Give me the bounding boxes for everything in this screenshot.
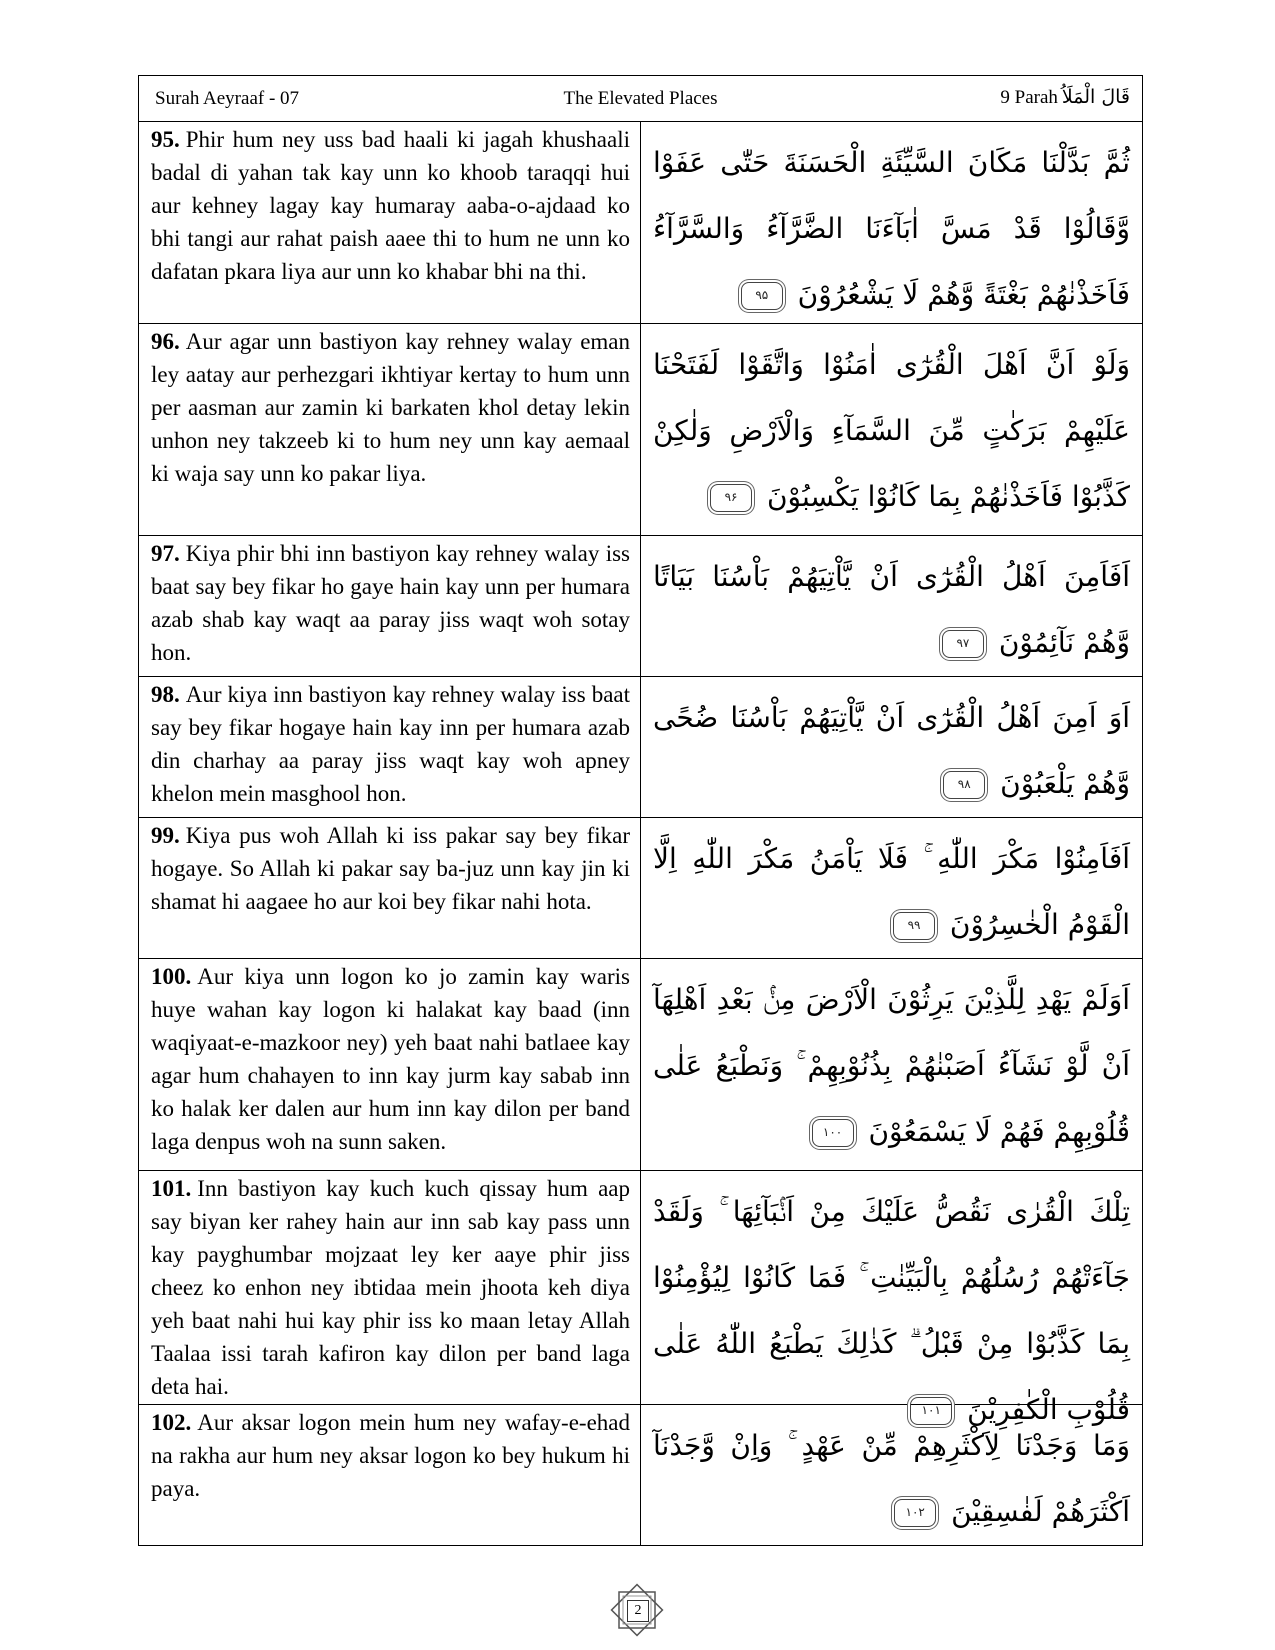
verse-row — [139, 122, 1142, 324]
arabic-cell — [641, 818, 1142, 958]
verse-number: 99. — [151, 823, 180, 848]
verse-number: 102. — [151, 1410, 192, 1435]
verse-row — [139, 677, 1142, 818]
ayah-end-marker: ۹۵ — [741, 282, 783, 310]
page-number: 2 — [627, 1600, 649, 1622]
arabic-cell — [641, 959, 1142, 1170]
parah-arabic-name: قَالَ الْمَلَاُ — [1061, 86, 1130, 108]
arabic-cell — [641, 122, 1142, 323]
page-header — [139, 76, 1142, 122]
translation-cell — [139, 677, 641, 817]
verse-table — [138, 75, 1143, 1546]
verse-number: 100. — [151, 964, 192, 989]
page-number-ornament — [607, 1580, 667, 1640]
arabic-text: وَلَوْ اَنَّ اَهْلَ الْقُرٰٓى اٰمَنُوْا وَاتَّقَوْا لَفَتَحْنَا عَلَيْهِمْ بَرَكٰتٍ مِّنَ السَّمَآءِ وَالْاَرْضِ وَلٰكِنْ كَذَّبُوْا فَاَخَذْنٰهُمْ بِمَا كَانُوْا يَكْسِبُوْنَ — [653, 348, 1130, 513]
verse-number: 97. — [151, 541, 180, 566]
translation-text: Aur agar unn bastiyon kay rehney walay eman ley aatay aur perhezgari ikhtiyar kertay to hum unn per aasman aur zamin ki barkaten khol detay lekin unhon ney takzeeb ki to hum ney unn kay aemaal ki waja say unn ko pakar liya. — [151, 329, 630, 486]
translation-text: Kiya phir bhi inn bastiyon kay rehney walay iss baat say bey fikar ho gaye hain kay unn per humara azab shab kay waqt aa paray jiss waqt woh sotay hon. — [151, 541, 630, 665]
parah-number: 9 Parah — [1000, 87, 1058, 108]
ayah-end-marker: ۹۸ — [943, 771, 985, 799]
arabic-text: اَفَاَمِنُوْا مَكْرَ اللّٰهِ ۚ فَلَا يَاْمَنُ مَكْرَ اللّٰهِ اِلَّا الْقَوْمُ الْخٰسِرُوْنَ — [653, 842, 1130, 941]
translation-cell — [139, 536, 641, 676]
translation-cell — [139, 122, 641, 323]
translation-cell — [139, 818, 641, 958]
verse-row — [139, 1405, 1142, 1545]
verse-row — [139, 818, 1142, 959]
verse-number: 101. — [151, 1176, 192, 1201]
verse-row — [139, 959, 1142, 1171]
translation-text: Aur kiya inn bastiyon kay rehney walay iss baat say bey fikar hogaye hain kay inn per humara azab din charhay aa paray jiss waqt kay woh apney khelon mein masghool hon. — [151, 682, 630, 806]
arabic-cell — [641, 1171, 1142, 1426]
arabic-cell — [641, 1405, 1142, 1545]
ayah-end-marker: ۱۰۱ — [910, 1397, 952, 1425]
verse-number: 96. — [151, 329, 180, 354]
verse-number: 98. — [151, 682, 180, 707]
ayah-end-marker: ۹۷ — [942, 630, 984, 658]
translation-text: Inn bastiyon kay kuch kuch qissay hum aap say biyan ker rahey hain aur inn sab kay pass unn kay payghumbar mojzaat ley ker aaye phir jiss cheez ko enhon ney ibtidaa mein jhoota keh diya yeh baat nahi hui kay phir iss ko maan letay Allah Taalaa issi tarah kafiron kay dilon per band laga deta hai. — [151, 1176, 630, 1399]
arabic-text: تِلْكَ الْقُرٰى نَقُصُّ عَلَيْكَ مِنْ اَنْۢبَآئِهَا ۚ وَلَقَدْ جَآءَتْهُمْ رُسُلُهُمْ بِالْبَيِّنٰتِ ۚ فَمَا كَانُوْا لِيُؤْمِنُوْا بِمَا كَذَّبُوْا مِنْ قَبْلُ ۗ كَذٰلِكَ يَطْبَعُ اللّٰهُ عَلٰى قُلُوْبِ الْكٰفِرِيْنَ — [653, 1195, 1130, 1426]
arabic-text: اَوَ اَمِنَ اَهْلُ الْقُرٰٓى اَنْ يَّاْتِيَهُمْ بَاْسُنَا ضُحًى وَّهُمْ يَلْعَبُوْنَ — [653, 701, 1130, 800]
ayah-end-marker: ۱۰۰ — [812, 1119, 854, 1147]
translation-cell — [139, 1405, 641, 1545]
translation-cell — [139, 1171, 641, 1404]
translation-text: Phir hum ney uss bad haali ki jagah khushaali badal di yahan tak kay unn ko khoob taraqqi hui aur kehney lagay kay humaray aaba-o-ajdaad ko bhi tangi aur rahat paish aaee thi to hum ne unn ko dafatan pkara liya aur unn ko khabar bhi na thi. — [151, 127, 630, 284]
parah-label — [1000, 86, 1130, 109]
translation-text: Aur kiya unn logon ko jo zamin kay waris huye wahan kay logon ki halakat kay baad (inn waqiyaat-e-mazkoor ney) yeh baat nahi batlaee kay agar hum chahayen to inn kay jurm kay sabab inn ko halak ker dalen aur hum inn kay dilon per band laga denpus woh na sunn saken. — [151, 964, 630, 1154]
arabic-text: اَوَلَمْ يَهْدِ لِلَّذِيْنَ يَرِثُوْنَ الْاَرْضَ مِنْۢ بَعْدِ اَهْلِهَآ اَنْ لَّوْ نَشَآءُ اَصَبْنٰهُمْ بِذُنُوْبِهِمْ ۚ وَنَطْبَعُ عَلٰى قُلُوْبِهِمْ فَهُمْ لَا يَسْمَعُوْنَ — [653, 983, 1130, 1148]
arabic-cell — [641, 536, 1142, 676]
ayah-end-marker: ۹۹ — [893, 912, 935, 940]
surah-name: Surah Aeyraaf - 07 — [155, 88, 300, 109]
translation-cell — [139, 324, 641, 535]
translation-text: Aur aksar logon mein hum ney wafay-e-ehad na rakha aur hum ney aksar logon ko bey hukum hi paya. — [151, 1410, 630, 1501]
verse-row — [139, 536, 1142, 677]
arabic-text: ثُمَّ بَدَّلْنَا مَكَانَ السَّيِّئَةِ الْحَسَنَةَ حَتّٰى عَفَوْا وَّقَالُوْا قَدْ مَسَّ اٰبَآءَنَا الضَّرَّآءُ وَالسَّرَّآءُ فَاَخَذْنٰهُمْ بَغْتَةً وَّهُمْ لَا يَشْعُرُوْنَ — [653, 146, 1130, 311]
ayah-end-marker: ۱۰۲ — [894, 1499, 936, 1527]
arabic-text: اَفَاَمِنَ اَهْلُ الْقُرٰٓى اَنْ يَّاْتِيَهُمْ بَاْسُنَا بَيَاتًا وَّهُمْ نَآئِمُوْنَ — [653, 560, 1130, 659]
arabic-cell — [641, 677, 1142, 817]
verse-number: 95. — [151, 127, 180, 152]
ayah-end-marker: ۹۶ — [710, 484, 752, 512]
translation-cell — [139, 959, 641, 1170]
verse-row — [139, 324, 1142, 536]
translation-text: Kiya pus woh Allah ki iss pakar say bey fikar hogaye. So Allah ki pakar say ba-juz unn kay jin ki shamat hi aagaee ho aur koi bey fikar nahi hota. — [151, 823, 630, 914]
arabic-cell — [641, 324, 1142, 535]
arabic-text: وَمَا وَجَدْنَا لِاَكْثَرِهِمْ مِّنْ عَهْدٍ ۚ وَاِنْ وَّجَدْنَآ اَكْثَرَهُمْ لَفٰسِقِيْنَ — [653, 1429, 1130, 1528]
surah-title: The Elevated Places — [563, 88, 718, 109]
